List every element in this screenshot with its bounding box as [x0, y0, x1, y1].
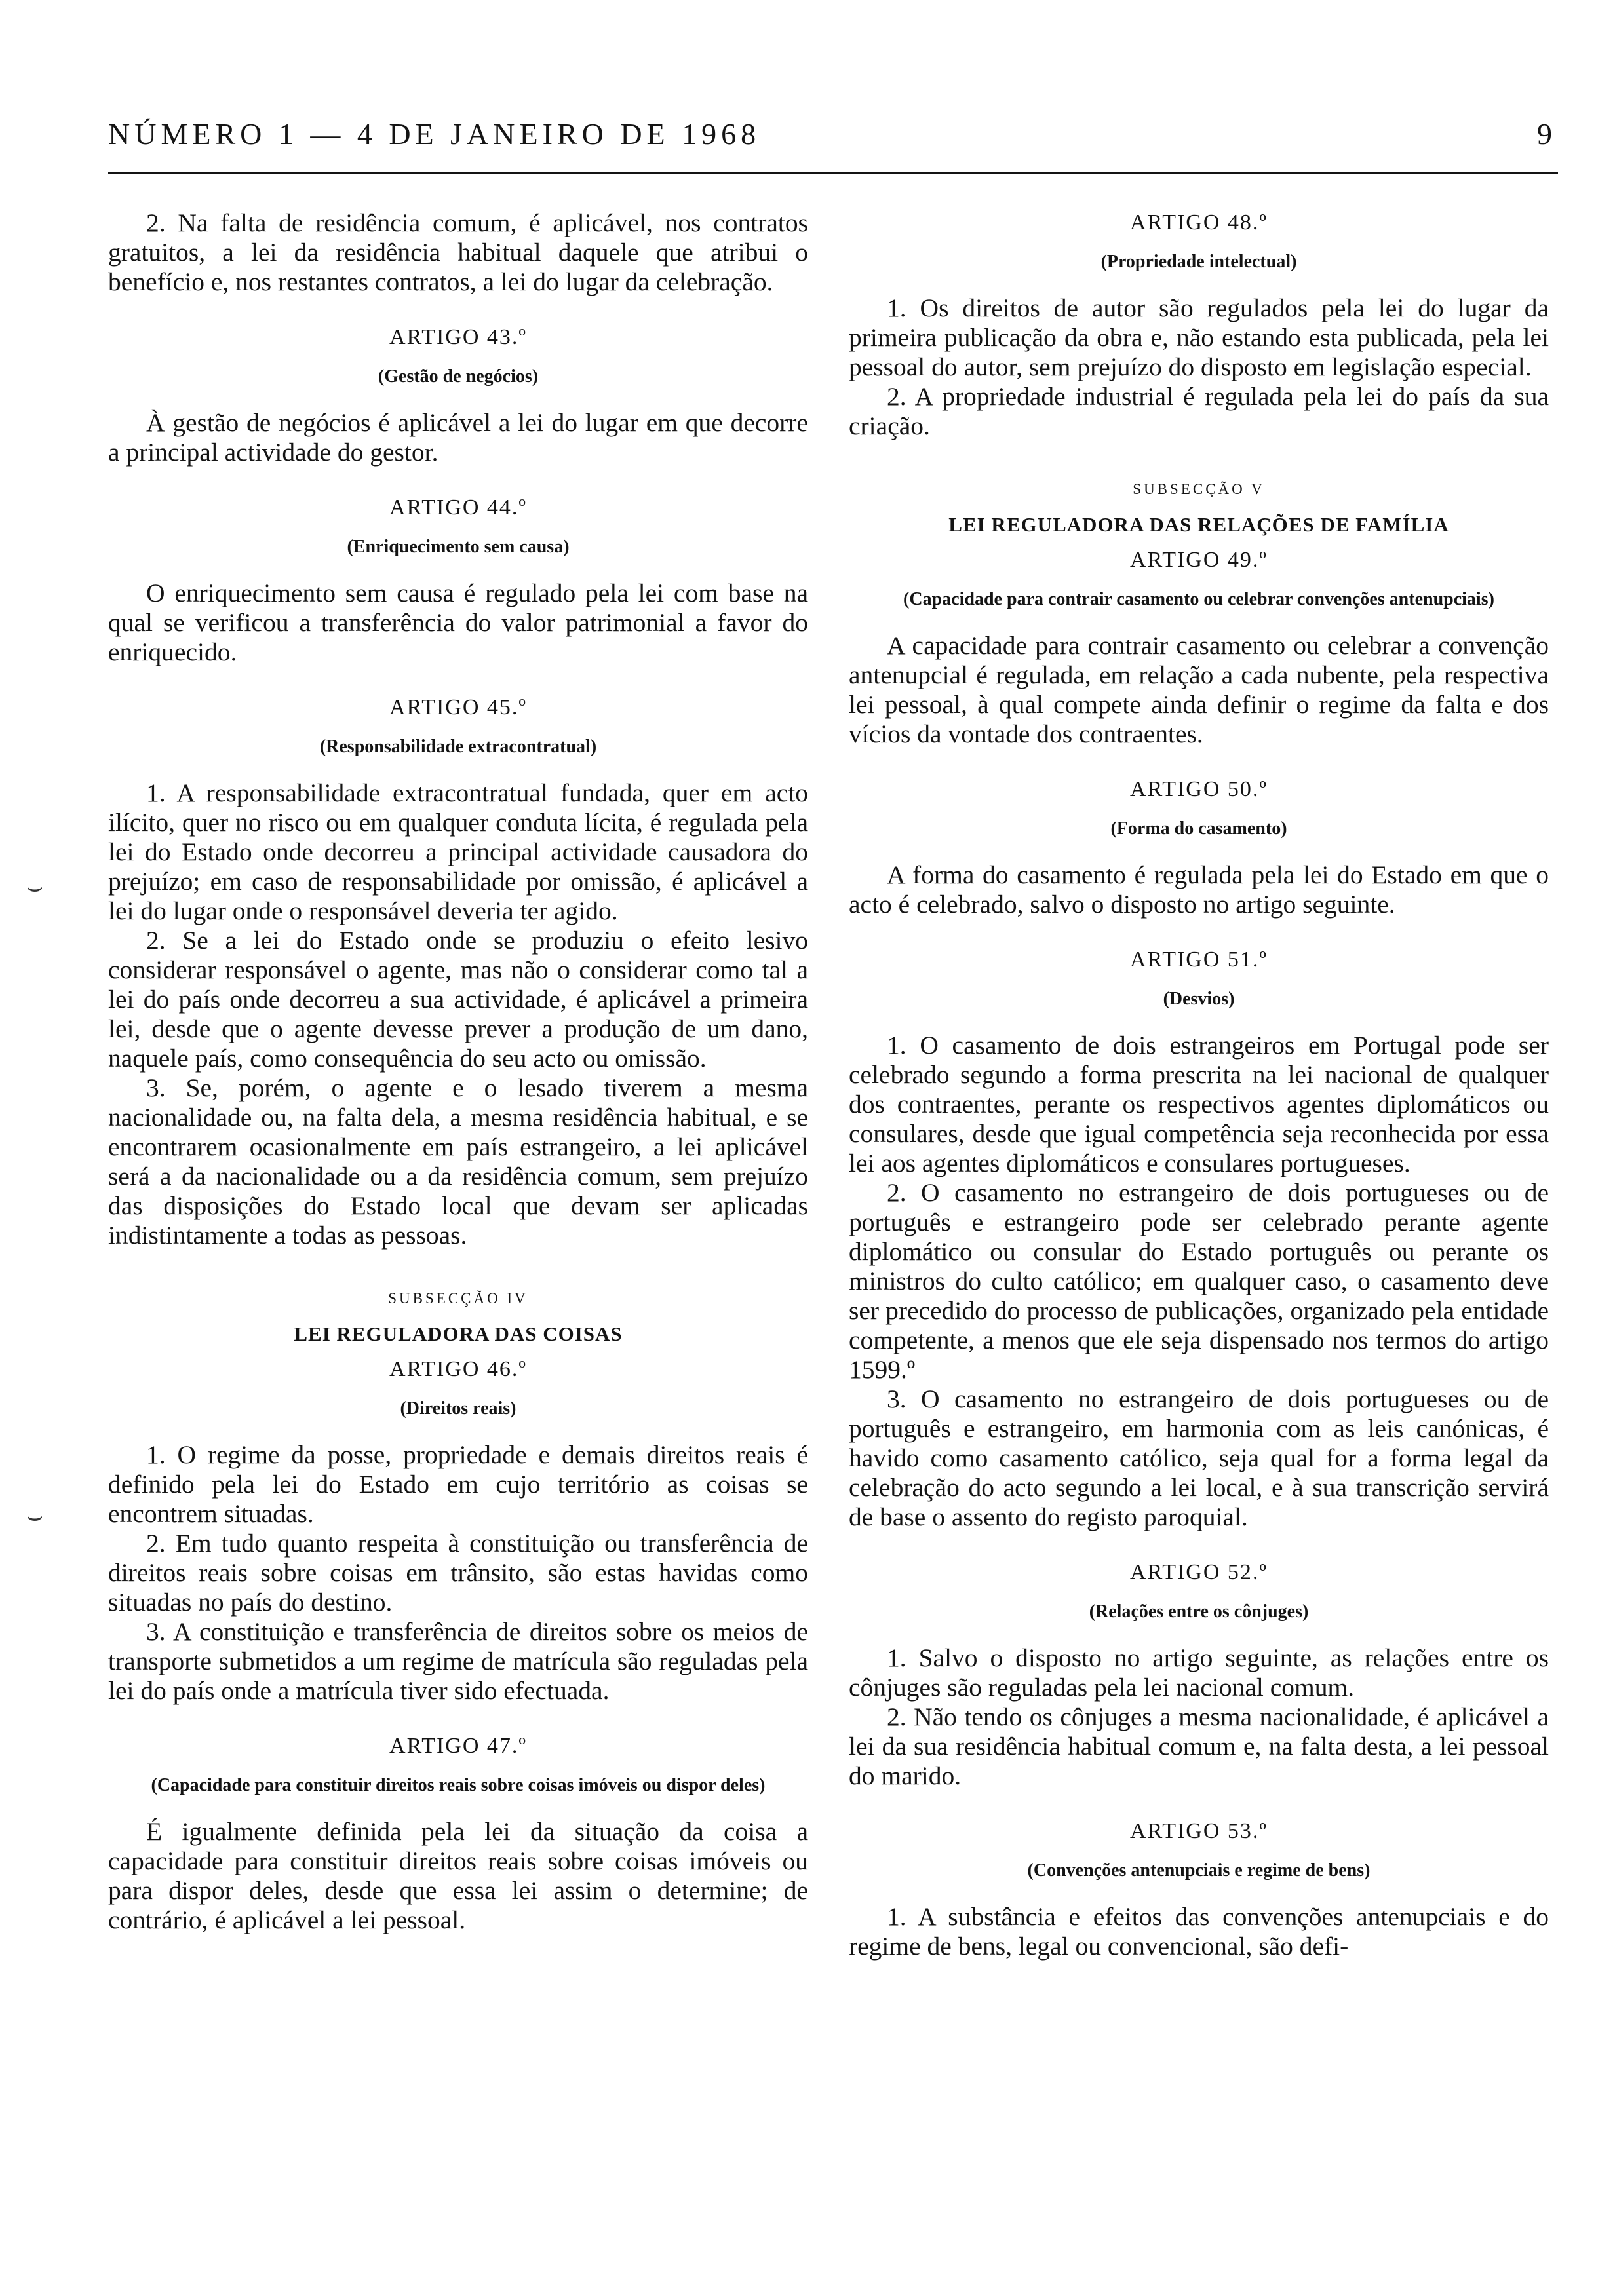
article-title: (Responsabilidade extracontratual) — [319, 737, 597, 757]
article-number: ARTIGO 51.º — [1130, 947, 1268, 972]
header-rule — [108, 172, 1558, 174]
article-title: (Direitos reais) — [400, 1398, 516, 1419]
page-header — [108, 117, 1557, 156]
article-number: ARTIGO 52.º — [1130, 1560, 1268, 1584]
paragraph: 3. Se, porém, o agente e o lesado tiverem a mesma nacionalidade ou, na falta dela, a mesma residência habitual, e se encontrarem ocasionalmente em país estrangeiro, a lei aplicável será a da nacionalidade ou a da residência comum, sem prejuízo das disposições do Estado local que devam ser aplicadas indistintamente a todas as pessoas. — [108, 1073, 808, 1250]
paragraph: 2. Se a lei do Estado onde se produziu o efeito lesivo considerar responsável o agente, mas não o considerar como tal a lei do país onde decorreu a sua actividade, é aplicável a primeira lei, desde que o agente devesse prever a produção de um dano, naquele país, como consequência do seu acto ou omissão. — [108, 926, 808, 1073]
paragraph: 1. Os direitos de autor são regulados pela lei do lugar da primeira publicação da obra e, não estando esta publicada, pela lei pessoal do autor, sem prejuízo do disposto em legislação especial. — [849, 294, 1549, 381]
article-title: (Propriedade intelectual) — [1100, 252, 1297, 272]
paragraph: 1. A responsabilidade extracontratual fundada, quer em acto ilícito, quer no risco ou em qualquer conduta lícita, é regulada pela lei do Estado onde decorreu a principal actividade causadora do prejuízo; em caso de responsabilidade por omissão, é aplicável a lei do lugar onde o responsável deveria ter agido. — [108, 778, 808, 925]
article-title: (Forma do casamento) — [1110, 818, 1287, 839]
paragraph: A forma do casamento é regulada pela lei do Estado em que o acto é celebrado, salvo o disposto no artigo seguinte. — [849, 860, 1549, 919]
subsection-label: SUBSECÇÃO IV — [388, 1290, 528, 1307]
subsection-label: SUBSECÇÃO V — [1133, 481, 1265, 497]
margin-mark-icon: ⌣ — [26, 1501, 44, 1531]
article-title: (Capacidade para contrair casamento ou celebrar convenções antenupciais) — [903, 589, 1494, 609]
article-number: ARTIGO 46.º — [389, 1357, 527, 1381]
paragraph: 1. O regime da posse, propriedade e demais direitos reais é definido pela lei do Estado em cujo território as coisas se encontrem situadas. — [108, 1440, 808, 1528]
article-title: (Relações entre os cônjuges) — [1089, 1601, 1309, 1622]
paragraph: 2. Em tudo quanto respeita à constituição ou transferência de direitos reais sobre coisas em trânsito, são estas havidas como situadas no país do destino. — [108, 1529, 808, 1617]
paragraph: 2. Na falta de residência comum, é aplicável, nos contratos gratuitos, a lei da residência habitual daquele que atribui o benefício e, nos restantes contratos, a lei do lugar da celebração. — [108, 208, 808, 296]
page-number: 9 — [1537, 117, 1557, 151]
paragraph: 2. O casamento no estrangeiro de dois portugueses ou de português e estrangeiro pode ser celebrado perante agente diplomático ou consular do Estado português ou perante os ministros do culto católico; em qualquer caso, o casamento deve ser precedido do processo de publicações, organizado pela entidade competente, a menos que ele seja dispensado nos termos do artigo 1599.º — [849, 1178, 1549, 1384]
paragraph: 1. Salvo o disposto no artigo seguinte, as relações entre os cônjuges são reguladas pela lei nacional comum. — [849, 1643, 1549, 1702]
paragraph: 2. Não tendo os cônjuges a mesma nacionalidade, é aplicável a lei da sua residência habitual comum e, na falta desta, a lei pessoal do marido. — [849, 1702, 1549, 1790]
section-heading: LEI REGULADORA DAS RELAÇÕES DE FAMÍLIA — [948, 513, 1449, 536]
paragraph: À gestão de negócios é aplicável a lei do lugar em que decorre a principal actividade do gestor. — [108, 408, 808, 467]
right-column — [849, 208, 1549, 1961]
article-number: ARTIGO 43.º — [389, 325, 527, 349]
paragraph: A capacidade para contrair casamento ou celebrar a convenção antenupcial é regulada, em relação a cada nubente, pela respectiva lei pessoal, à qual compete ainda definir o regime da falta e dos vícios da vontade dos contraentes. — [849, 631, 1549, 748]
article-title: (Gestão de negócios) — [378, 366, 539, 387]
paragraph: 2. A propriedade industrial é regulada pela lei do país da sua criação. — [849, 382, 1549, 440]
article-number: ARTIGO 45.º — [389, 695, 527, 719]
article-title: (Enriquecimento sem causa) — [347, 537, 570, 557]
left-column — [108, 208, 808, 1935]
margin-mark-icon: ⌣ — [26, 872, 44, 902]
paragraph: 1. O casamento de dois estrangeiros em Portugal pode ser celebrado segundo a forma prescrita na lei nacional de qualquer dos contraentes, perante os respectivos agentes diplomáticos ou consulares, desde que igual competência seja reconhecida por essa lei aos agentes diplomáticos e consulares portugueses. — [849, 1031, 1549, 1177]
article-number: ARTIGO 53.º — [1130, 1819, 1268, 1843]
article-number: ARTIGO 44.º — [389, 495, 527, 520]
paragraph: 3. O casamento no estrangeiro de dois portugueses ou de português e estrangeiro, em harmonia com as leis canónicas, é havido como casamento católico, seja qual for a forma legal da celebração do acto segundo a lei local, e à sua transcrição servirá de base o assento do registo paroquial. — [849, 1385, 1549, 1531]
paragraph: 1. A substância e efeitos das convenções antenupciais e do regime de bens, legal ou convencional, são defi- — [849, 1902, 1549, 1961]
article-number: ARTIGO 48.º — [1130, 210, 1268, 235]
article-title: (Capacidade para constituir direitos reais sobre coisas imóveis ou dispor deles) — [151, 1775, 766, 1795]
paragraph: É igualmente definida pela lei da situação da coisa a capacidade para constituir direitos reais sobre coisas imóveis ou para dispor deles, desde que essa lei assim o determine; de contrário, é aplicável a lei pessoal. — [108, 1817, 808, 1934]
issue-date: NÚMERO 1 — 4 DE JANEIRO DE 1968 — [108, 117, 761, 151]
section-heading: LEI REGULADORA DAS COISAS — [294, 1322, 623, 1345]
paragraph: 3. A constituição e transferência de direitos sobre os meios de transporte submetidos a um regime de matrícula são reguladas pela lei do país onde a matrícula tiver sido efectuada. — [108, 1617, 808, 1705]
paragraph: O enriquecimento sem causa é regulado pela lei com base na qual se verificou a transferência do valor patrimonial a favor do enriquecido. — [108, 579, 808, 666]
article-number: ARTIGO 49.º — [1130, 548, 1268, 572]
article-title: (Convenções antenupciais e regime de bens) — [1027, 1860, 1371, 1881]
article-number: ARTIGO 47.º — [389, 1734, 527, 1758]
article-title: (Desvios) — [1163, 989, 1235, 1009]
article-number: ARTIGO 50.º — [1130, 777, 1268, 801]
